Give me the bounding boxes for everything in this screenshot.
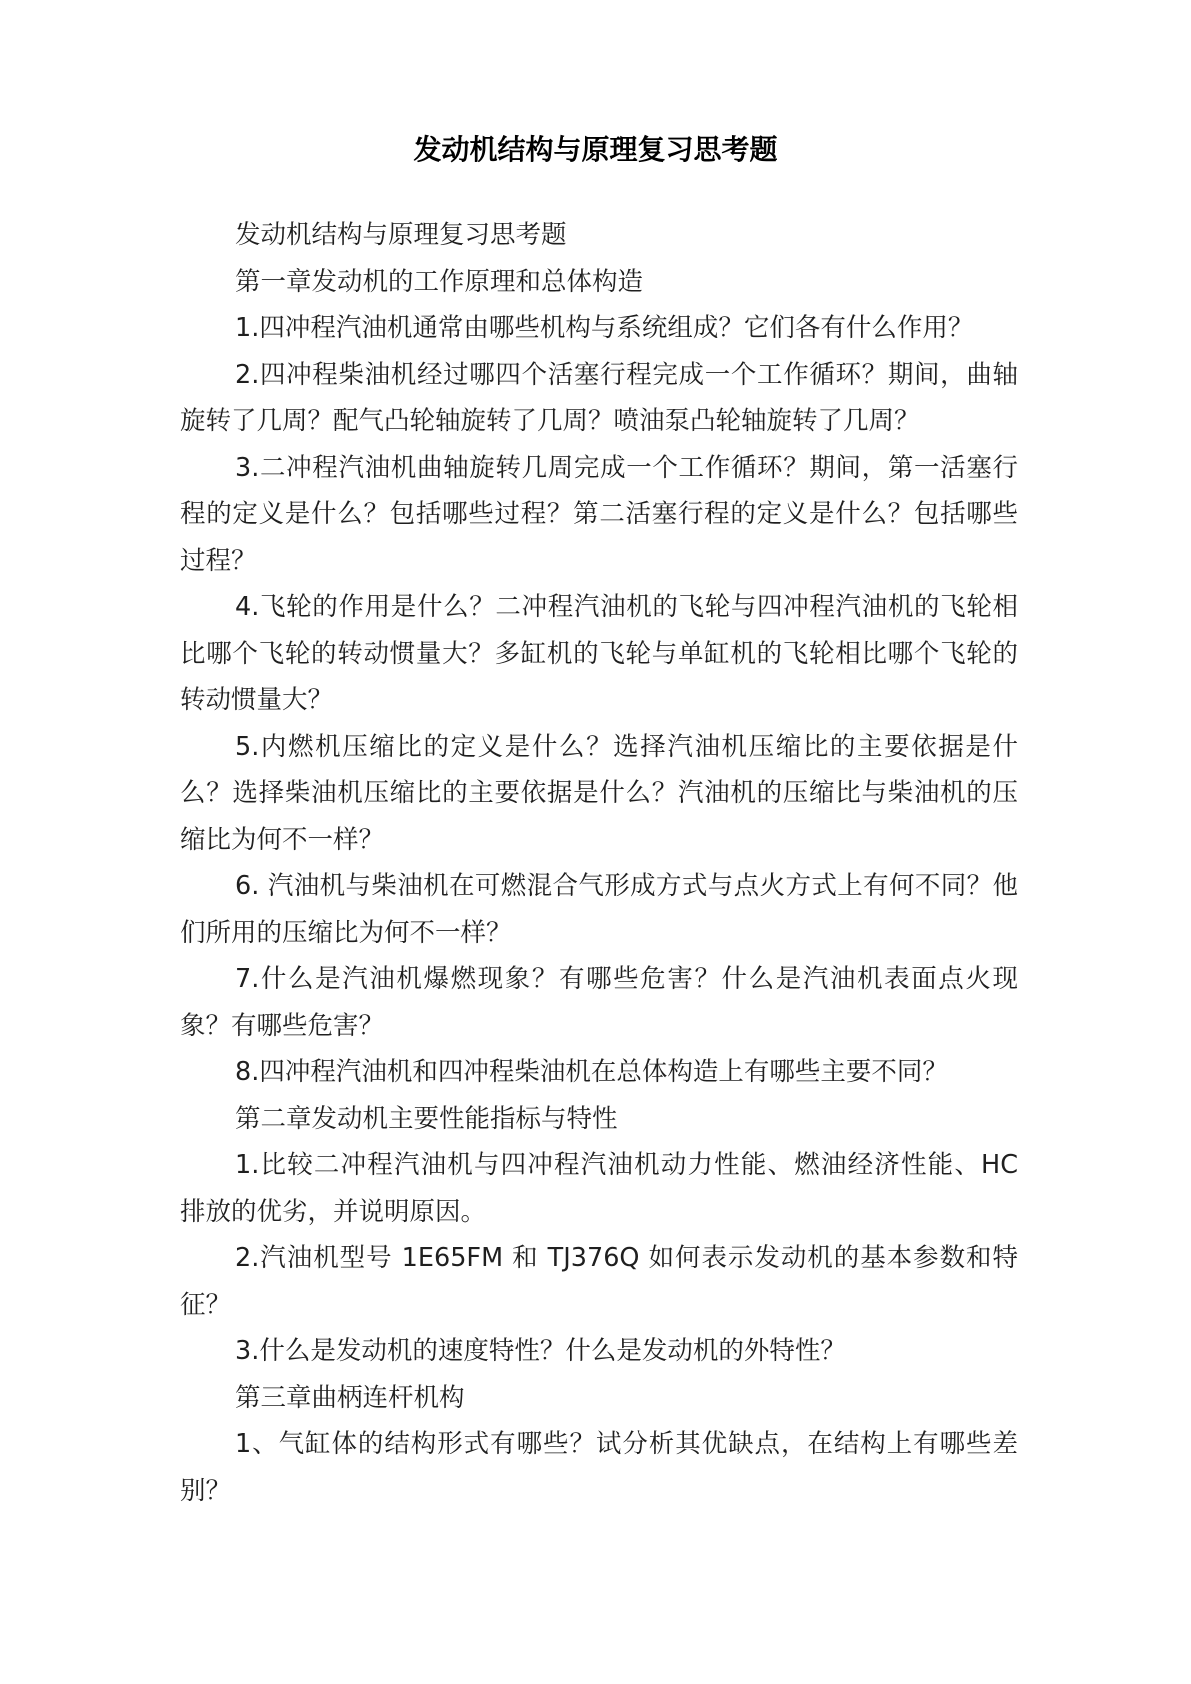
question-paragraph: 1.四冲程汽油机通常由哪些机构与系统组成？它们各有什么作用？ [235,313,974,343]
question-paragraph: 2.汽油机型号 1E65FM 和 TJ376Q 如何表示发动机的基本参数和特征？ [180,1243,1018,1320]
question-paragraph: 3.二冲程汽油机曲轴旋转几周完成一个工作循环？期间，第一活塞行程的定义是什么？包括哪些过程？第二活塞行程的定义是什么？包括哪些过程？ [180,452,1018,576]
question-paragraph: 6. 汽油机与柴油机在可燃混合气形成方式与点火方式上有何不同？他们所用的压缩比为何不一样？ [180,871,1018,948]
question-paragraph: 4.飞轮的作用是什么？二冲程汽油机的飞轮与四冲程汽油机的飞轮相比哪个飞轮的转动惯量大？多缸机的飞轮与单缸机的飞轮相比哪个飞轮的转动惯量大？ [180,592,1018,715]
question-paragraph: 7.什么是汽油机爆燃现象？有哪些危害？什么是汽油机表面点火现象？有哪些危害？ [180,964,1018,1041]
question-paragraph: 2.四冲程柴油机经过哪四个活塞行程完成一个工作循环？期间，曲轴旋转了几周？配气凸轮轴旋转了几周？喷油泵凸轮轴旋转了几周？ [180,359,1018,436]
paragraph-doc-heading: 发动机结构与原理复习思考题 [235,220,567,250]
chapter-1-heading: 第一章发动机的工作原理和总体构造 [235,266,644,297]
document-body [180,212,1018,1514]
question-paragraph: 8.四冲程汽油机和四冲程柴油机在总体构造上有哪些主要不同？ [235,1057,948,1087]
question-paragraph: 3.什么是发动机的速度特性？什么是发动机的外特性？ [235,1336,846,1366]
question-paragraph: 1.比较二冲程汽油机与四冲程汽油机动力性能、燃油经济性能、HC 排放的优劣，并说明原因。 [180,1150,1018,1227]
question-paragraph: 5.内燃机压缩比的定义是什么？选择汽油机压缩比的主要依据是什么？选择柴油机压缩比的主要依据是什么？汽油机的压缩比与柴油机的压缩比为何不一样？ [180,731,1018,855]
question-paragraph: 1、气缸体的结构形式有哪些？试分析其优缺点，在结构上有哪些差别？ [180,1429,1018,1506]
document-title: 发动机结构与原理复习思考题 [413,133,778,166]
chapter-3-heading: 第三章曲柄连杆机构 [235,1382,465,1413]
chapter-2-heading: 第二章发动机主要性能指标与特性 [235,1103,618,1134]
